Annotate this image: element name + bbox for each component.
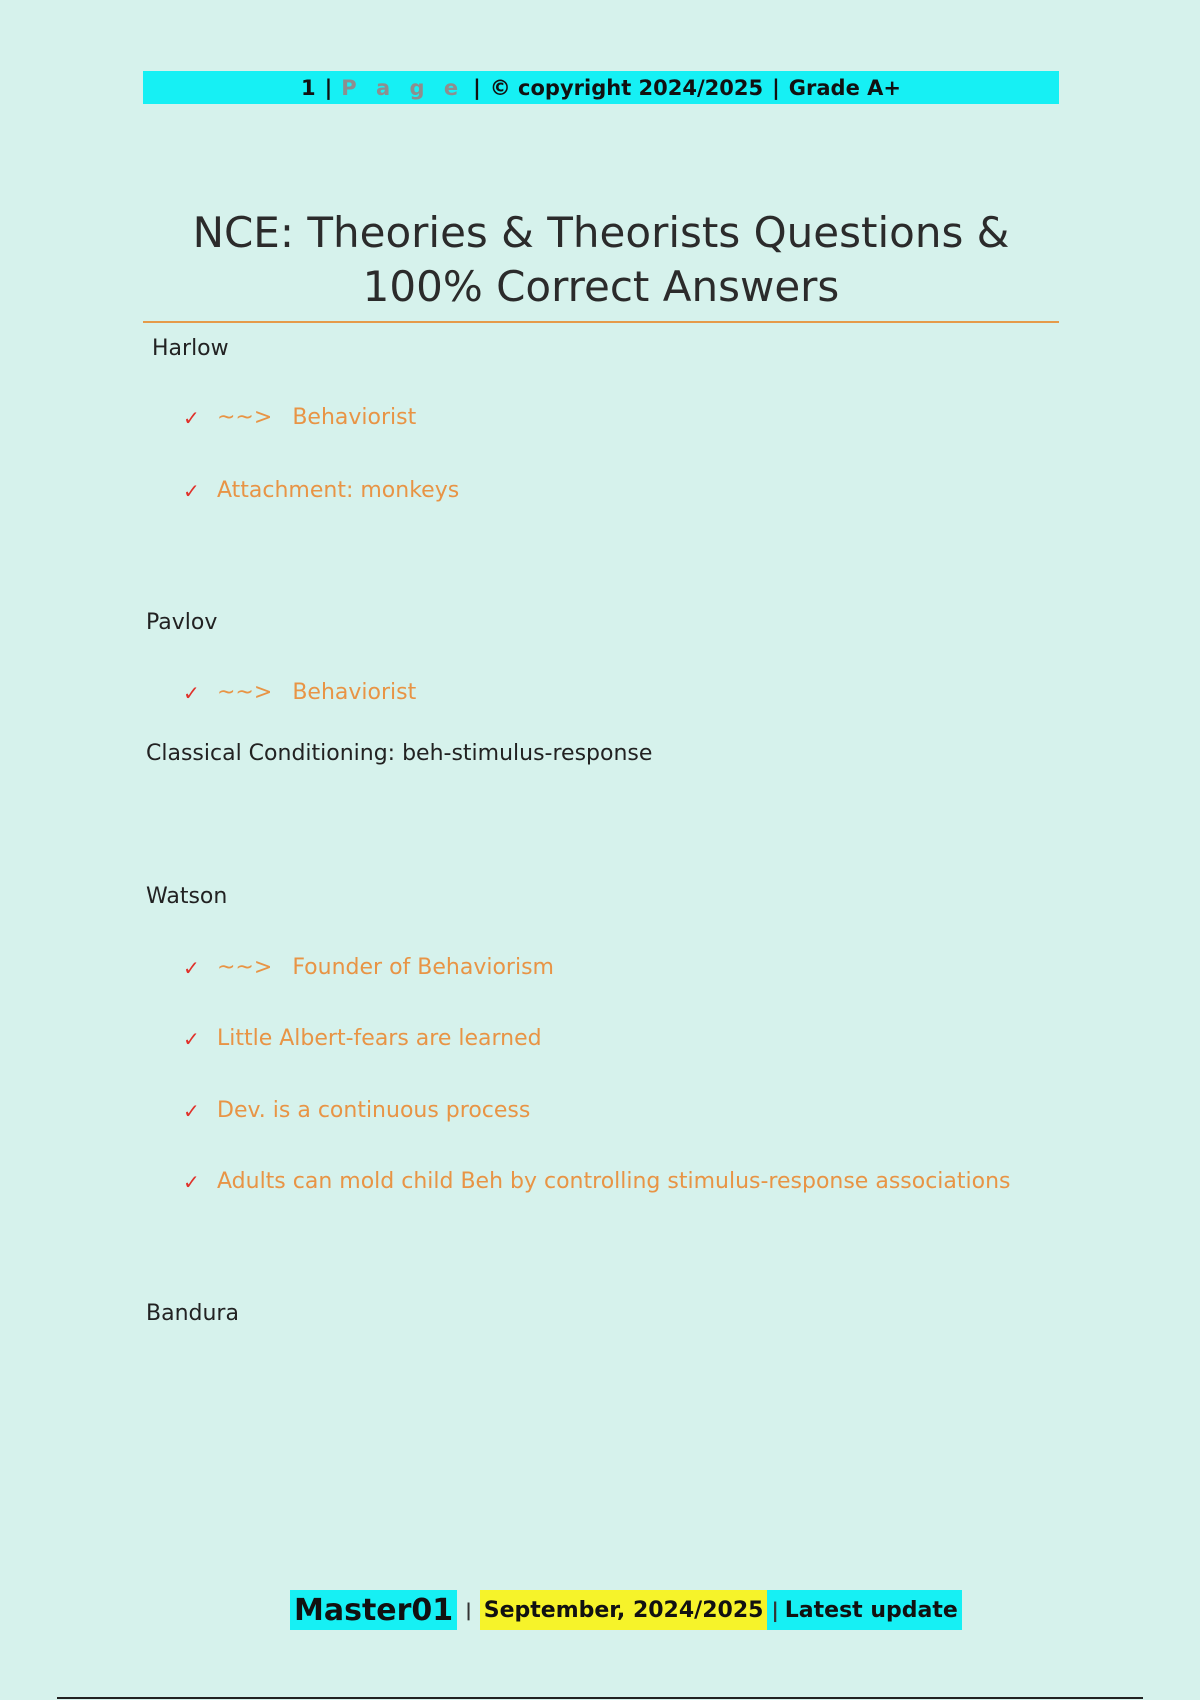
list-item xyxy=(183,680,416,705)
bottom-divider xyxy=(57,1697,1143,1699)
footer-separator: | xyxy=(767,1590,782,1630)
footer-update: Latest update xyxy=(783,1590,962,1630)
list-item xyxy=(183,478,459,503)
item-text: Adults can mold child Beh by controlling stimulus-response associations xyxy=(217,1169,1011,1194)
item-text: Founder of Behaviorism xyxy=(292,955,554,980)
page-header: 1 | P a g e | © copyright 2024/2025 | Grade A+ xyxy=(143,71,1059,104)
checkmark-icon: ✓ xyxy=(183,478,200,503)
title-line-1: NCE: Theories & Theorists Questions & xyxy=(192,208,1010,257)
footer-date: September, 2024/2025 xyxy=(480,1590,768,1630)
checkmark-icon: ✓ xyxy=(183,680,200,705)
arrow-text: ~~> xyxy=(217,680,273,705)
page-number: 1 xyxy=(301,75,316,100)
section-note: Classical Conditioning: beh-stimulus-response xyxy=(146,741,653,766)
footer-brand: Master01 xyxy=(290,1590,457,1630)
document-title xyxy=(143,206,1059,314)
item-text: Dev. is a continuous process xyxy=(217,1098,531,1123)
checkmark-icon: ✓ xyxy=(183,1169,200,1194)
section-heading-watson: Watson xyxy=(146,884,228,909)
section-heading-bandura: Bandura xyxy=(146,1301,239,1326)
copyright-text: © copyright 2024/2025 xyxy=(489,75,764,100)
list-item xyxy=(183,1098,530,1123)
item-text: Attachment: monkeys xyxy=(217,478,460,503)
item-text: Little Albert-fears are learned xyxy=(217,1026,542,1051)
arrow-text: ~~> xyxy=(217,955,273,980)
list-item xyxy=(183,955,554,980)
title-line-2: 100% Correct Answers xyxy=(362,262,840,311)
item-text: Behaviorist xyxy=(292,405,417,430)
list-item xyxy=(183,1169,1011,1194)
checkmark-icon: ✓ xyxy=(183,1098,200,1123)
checkmark-icon: ✓ xyxy=(183,955,200,980)
footer-separator: | xyxy=(457,1590,480,1630)
list-item xyxy=(183,405,416,430)
list-item xyxy=(183,1026,542,1051)
section-heading-harlow: Harlow xyxy=(152,336,229,361)
grade-text: Grade A+ xyxy=(788,75,901,100)
checkmark-icon: ✓ xyxy=(183,1026,200,1051)
title-divider xyxy=(143,321,1059,323)
checkmark-icon: ✓ xyxy=(183,405,200,430)
page-footer xyxy=(290,1590,962,1630)
item-text: Behaviorist xyxy=(292,680,417,705)
page-label: P a g e xyxy=(341,75,465,100)
section-heading-pavlov: Pavlov xyxy=(146,610,218,635)
arrow-text: ~~> xyxy=(217,405,273,430)
